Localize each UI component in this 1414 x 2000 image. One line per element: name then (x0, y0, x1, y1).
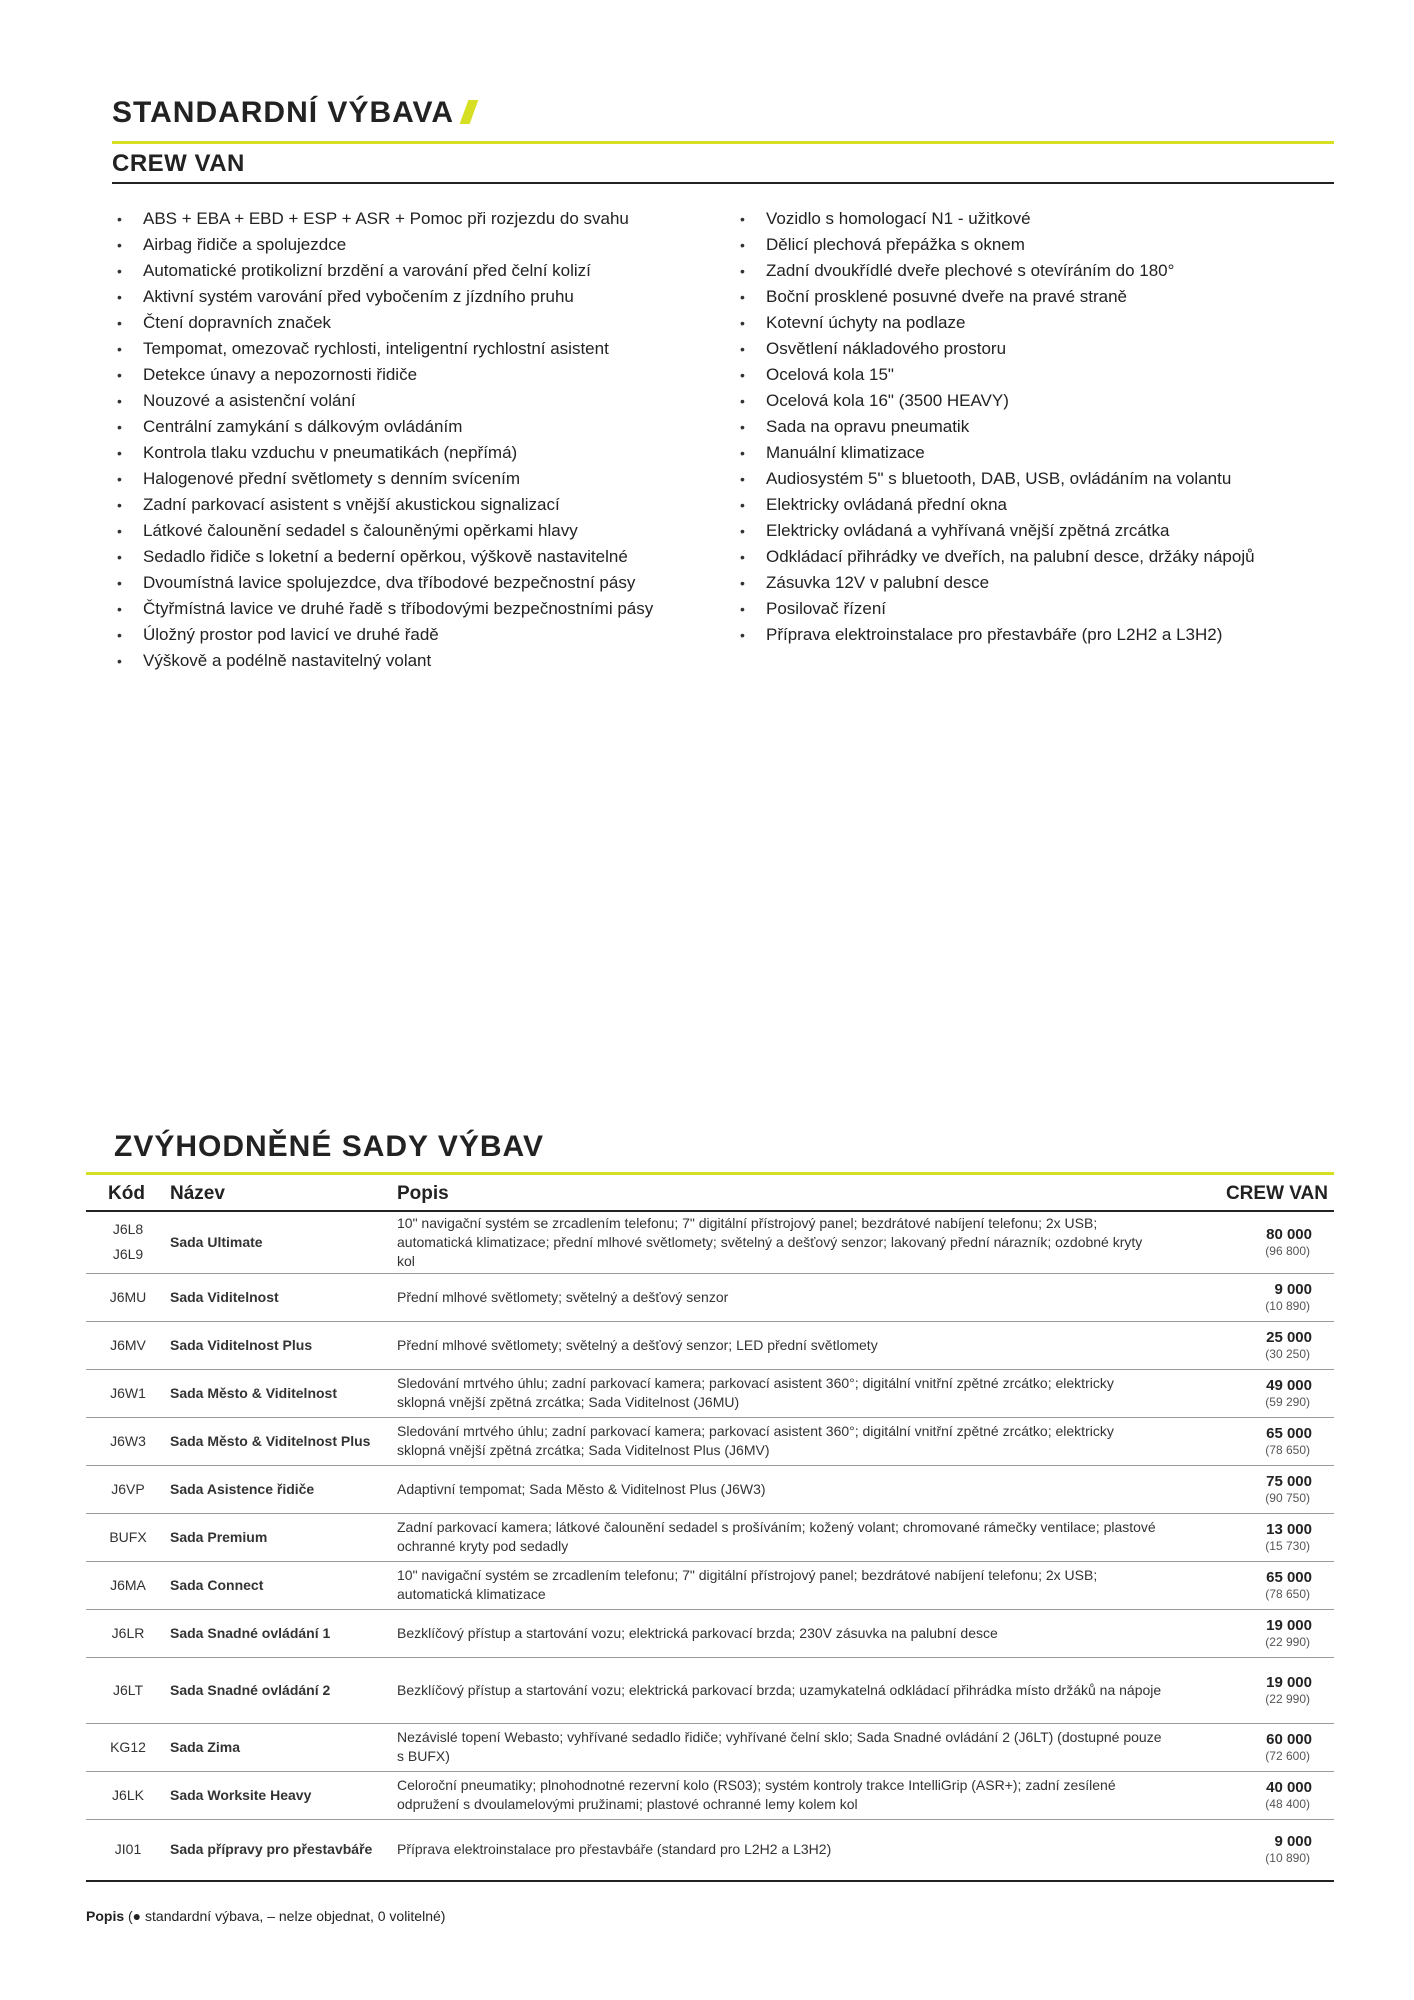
feature-item: • Audiosystém 5" s bluetooth, DAB, USB, ovládáním na volantu (736, 466, 1255, 492)
legend (86, 1908, 445, 1924)
package-price (1184, 1771, 1334, 1819)
package-name: Sada Snadné ovládání 1 (170, 1609, 397, 1657)
package-description: Přední mlhové světlomety; světelný a dešťový senzor (397, 1273, 1184, 1321)
price-net: 65 000 (1266, 1568, 1312, 1586)
package-price (1184, 1321, 1334, 1369)
package-code (86, 1465, 170, 1513)
price-with-vat: (15 730) (1265, 1538, 1310, 1553)
package-code (86, 1609, 170, 1657)
package-name: Sada Viditelnost (170, 1273, 397, 1321)
package-name: Sada Worksite Heavy (170, 1771, 397, 1819)
package-code-text: J6L8 (112, 1221, 144, 1238)
table-row (86, 1513, 1334, 1561)
feature-item: • Elektricky ovládaná a vyhřívaná vnější zpětná zrcátka (736, 518, 1255, 544)
feature-item: • Centrální zamykání s dálkovým ovládáním (113, 414, 653, 440)
package-code-text: BUFX (109, 1528, 147, 1545)
feature-item: • Automatické protikolizní brzdění a varování před čelní kolizí (113, 258, 653, 284)
table-row (86, 1417, 1334, 1465)
feature-item: • Čtení dopravních značek (113, 310, 653, 336)
package-code-text: J6W3 (110, 1432, 146, 1449)
package-code (86, 1561, 170, 1609)
package-name: Sada Město & Viditelnost (170, 1369, 397, 1417)
feature-item: • Posilovač řízení (736, 596, 1255, 622)
package-code (86, 1417, 170, 1465)
standard-feature-list-left (113, 206, 653, 674)
package-code-text: J6LR (111, 1624, 145, 1641)
feature-item: • Zásuvka 12V v palubní desce (736, 570, 1255, 596)
package-price (1184, 1513, 1334, 1561)
package-code (86, 1211, 170, 1273)
header-price: CREW VAN (1184, 1178, 1334, 1211)
feature-item: • Osvětlení nákladového prostoru (736, 336, 1255, 362)
price-net: 9 000 (1274, 1833, 1312, 1851)
price-with-vat: (22 990) (1265, 1634, 1310, 1649)
table-row (86, 1771, 1334, 1819)
table-row (86, 1561, 1334, 1609)
package-description: 10" navigační systém se zrcadlením telefonu; 7" digitální přístrojový panel; bezdrátové nabíjení telefonu; 2x USB; automatická klimatizace; přední mlhové světlomety; světelný a dešťový senzor; lakovaný přední nárazník; ozdobné kryty kol (397, 1211, 1184, 1273)
package-price (1184, 1273, 1334, 1321)
price-net: 60 000 (1266, 1730, 1312, 1748)
feature-item: • Ocelová kola 15" (736, 362, 1255, 388)
table-row (86, 1723, 1334, 1771)
package-description: Adaptivní tempomat; Sada Město & Viditelnost Plus (J6W3) (397, 1465, 1184, 1513)
price-net: 80 000 (1266, 1225, 1312, 1243)
package-description: Celoroční pneumatiky; plnohodnotné rezervní kolo (RS03); systém kontroly trakce IntelliGrip (ASR+); zadní zesílené odpružení s dvoulamelovými pružinami; plastové ochranné lemy kolem kol (397, 1771, 1184, 1819)
package-price (1184, 1211, 1334, 1273)
price-net: 40 000 (1266, 1778, 1312, 1796)
package-description: Sledování mrtvého úhlu; zadní parkovací kamera; parkovací asistent 360°; digitální vnitřní zpětné zrcátko; elektricky sklopná vnější zpětná zrcátka; Sada Viditelnost (J6MU) (397, 1369, 1184, 1417)
package-code-text: J6MV (110, 1336, 146, 1353)
package-price (1184, 1723, 1334, 1771)
package-description: Bezklíčový přístup a startování vozu; elektrická parkovací brzda; 230V zásuvka na palubní desce (397, 1609, 1184, 1657)
package-price (1184, 1465, 1334, 1513)
feature-item: • Zadní dvoukřídlé dveře plechové s otevíráním do 180° (736, 258, 1255, 284)
feature-item: • Airbag řidiče a spolujezdce (113, 232, 653, 258)
package-code-text: J6VP (111, 1480, 145, 1497)
price-with-vat: (48 400) (1265, 1796, 1310, 1811)
price-net: 13 000 (1266, 1520, 1312, 1538)
price-net: 19 000 (1266, 1673, 1312, 1691)
feature-item: • Látkové čalounění sedadel s čalouněnými opěrkami hlavy (113, 518, 653, 544)
section-divider (112, 182, 1334, 184)
price-with-vat: (96 800) (1265, 1243, 1310, 1258)
price-with-vat: (90 750) (1265, 1490, 1310, 1505)
feature-item: • Tempomat, omezovač rychlosti, inteligentní rychlostní asistent (113, 336, 653, 362)
table-row (86, 1819, 1334, 1881)
package-price (1184, 1561, 1334, 1609)
header-name: Název (170, 1178, 397, 1211)
feature-item: • Dvoumístná lavice spolujezdce, dva tříbodové bezpečnostní pásy (113, 570, 653, 596)
feature-item: • Odkládací přihrádky ve dveřích, na palubní desce, držáky nápojů (736, 544, 1255, 570)
package-code (86, 1273, 170, 1321)
feature-item: • ABS + EBA + EBD + ESP + ASR + Pomoc při rozjezdu do svahu (113, 206, 653, 232)
package-name: Sada Asistence řidiče (170, 1465, 397, 1513)
feature-item: • Ocelová kola 16" (3500 HEAVY) (736, 388, 1255, 414)
package-code (86, 1369, 170, 1417)
feature-item: • Sada na opravu pneumatik (736, 414, 1255, 440)
legend-label: Popis (86, 1908, 125, 1924)
feature-item: • Nouzové a asistenční volání (113, 388, 653, 414)
package-code-text: JI01 (114, 1841, 142, 1858)
feature-item: • Boční prosklené posuvné dveře na pravé straně (736, 284, 1255, 310)
packages-table (86, 1178, 1334, 1882)
feature-item: • Sedadlo řidiče s loketní a bederní opěrkou, výškově nastavitelné (113, 544, 653, 570)
header-description: Popis (397, 1178, 1184, 1211)
feature-item: • Dělicí plechová přepážka s oknem (736, 232, 1255, 258)
feature-item: • Kotevní úchyty na podlaze (736, 310, 1255, 336)
price-with-vat: (78 650) (1265, 1586, 1310, 1601)
package-description: Bezklíčový přístup a startování vozu; elektrická parkovací brzda; uzamykatelná odkládací přihrádka místo držáků na nápoje (397, 1657, 1184, 1723)
feature-item: • Manuální klimatizace (736, 440, 1255, 466)
feature-item: • Halogenové přední světlomety s denním svícením (113, 466, 653, 492)
feature-item: • Úložný prostor pod lavicí ve druhé řadě (113, 622, 653, 648)
feature-item: • Příprava elektroinstalace pro přestavbáře (pro L2H2 a L3H2) (736, 622, 1255, 648)
package-code-text: J6LK (112, 1786, 144, 1803)
feature-item: • Vozidlo s homologací N1 - užitkové (736, 206, 1255, 232)
package-code-text: J6MU (109, 1288, 147, 1305)
package-name: Sada Zima (170, 1723, 397, 1771)
accent-slash-icon (460, 100, 479, 124)
package-code (86, 1513, 170, 1561)
package-name: Sada Snadné ovládání 2 (170, 1657, 397, 1723)
package-price (1184, 1609, 1334, 1657)
package-price (1184, 1819, 1334, 1881)
package-code (86, 1819, 170, 1881)
accent-rule (86, 1172, 1334, 1175)
price-with-vat: (78 650) (1265, 1442, 1310, 1457)
price-net: 65 000 (1266, 1424, 1312, 1442)
price-with-vat: (30 250) (1265, 1346, 1310, 1361)
model-subtitle: CREW VAN (112, 150, 245, 177)
package-description: Zadní parkovací kamera; látkové čalounění sedadel s prošíváním; kožený volant; chromované rámečky ventilace; plastové ochranné kryty pod sedadly (397, 1513, 1184, 1561)
package-name: Sada Premium (170, 1513, 397, 1561)
package-name: Sada Connect (170, 1561, 397, 1609)
standard-equipment-title-text: STANDARDNÍ VÝBAVA (112, 96, 455, 129)
package-code (86, 1771, 170, 1819)
package-name: Sada Ultimate (170, 1211, 397, 1273)
package-code-text: J6MA (110, 1576, 146, 1593)
price-with-vat: (72 600) (1265, 1748, 1310, 1763)
package-code-text: KG12 (110, 1738, 146, 1755)
package-code (86, 1657, 170, 1723)
table-row (86, 1321, 1334, 1369)
table-header-row (86, 1178, 1334, 1211)
table-row (86, 1273, 1334, 1321)
price-with-vat: (10 890) (1265, 1298, 1310, 1313)
package-code (86, 1321, 170, 1369)
packages-title: ZVÝHODNĚNÉ SADY VÝBAV (114, 1130, 544, 1163)
feature-item: • Elektricky ovládaná přední okna (736, 492, 1255, 518)
table-row (86, 1609, 1334, 1657)
table-row (86, 1657, 1334, 1723)
package-code-text-2: J6L9 (112, 1246, 144, 1263)
feature-item: • Aktivní systém varování před vybočením z jízdního pruhu (113, 284, 653, 310)
package-price (1184, 1417, 1334, 1465)
feature-item: • Detekce únavy a nepozornosti řidiče (113, 362, 653, 388)
package-name: Sada Viditelnost Plus (170, 1321, 397, 1369)
price-net: 75 000 (1266, 1472, 1312, 1490)
accent-rule (112, 141, 1334, 144)
price-with-vat: (59 290) (1265, 1394, 1310, 1409)
package-name: Sada přípravy pro přestavbáře (170, 1819, 397, 1881)
package-description: 10" navigační systém se zrcadlením telefonu; 7" digitální přístrojový panel; bezdrátové nabíjení telefonu; 2x USB; automatická klimatizace (397, 1561, 1184, 1609)
package-name: Sada Město & Viditelnost Plus (170, 1417, 397, 1465)
table-row (86, 1465, 1334, 1513)
legend-text: (● standardní výbava, – nelze objednat, 0 volitelné) (128, 1908, 446, 1924)
price-net: 19 000 (1266, 1616, 1312, 1634)
header-code: Kód (86, 1178, 170, 1211)
package-code-text: J6LT (112, 1681, 144, 1698)
package-price (1184, 1369, 1334, 1417)
feature-item: • Kontrola tlaku vzduchu v pneumatikách (nepřímá) (113, 440, 653, 466)
price-net: 49 000 (1266, 1376, 1312, 1394)
package-price (1184, 1657, 1334, 1723)
package-code-text: J6W1 (110, 1384, 146, 1401)
feature-item: • Výškově a podélně nastavitelný volant (113, 648, 653, 674)
package-description: Přední mlhové světlomety; světelný a dešťový senzor; LED přední světlomety (397, 1321, 1184, 1369)
table-row (86, 1211, 1334, 1273)
package-description: Příprava elektroinstalace pro přestavbáře (standard pro L2H2 a L3H2) (397, 1819, 1184, 1881)
price-with-vat: (10 890) (1265, 1851, 1310, 1866)
price-net: 9 000 (1274, 1280, 1312, 1298)
standard-feature-list-right (736, 206, 1255, 648)
feature-item: • Čtyřmístná lavice ve druhé řadě s tříbodovými bezpečnostními pásy (113, 596, 653, 622)
price-with-vat: (22 990) (1265, 1691, 1310, 1706)
table-row (86, 1369, 1334, 1417)
package-code (86, 1723, 170, 1771)
feature-item: • Zadní parkovací asistent s vnější akustickou signalizací (113, 492, 653, 518)
package-description: Nezávislé topení Webasto; vyhřívané sedadlo řidiče; vyhřívané čelní sklo; Sada Snadné ovládání 2 (J6LT) (dostupné pouze s BUFX) (397, 1723, 1184, 1771)
package-description: Sledování mrtvého úhlu; zadní parkovací kamera; parkovací asistent 360°; digitální vnitřní zpětné zrcátko; elektricky sklopná vnější zpětná zrcátka; Sada Viditelnost Plus (J6MV) (397, 1417, 1184, 1465)
price-net: 25 000 (1266, 1328, 1312, 1346)
standard-equipment-title (112, 96, 474, 130)
